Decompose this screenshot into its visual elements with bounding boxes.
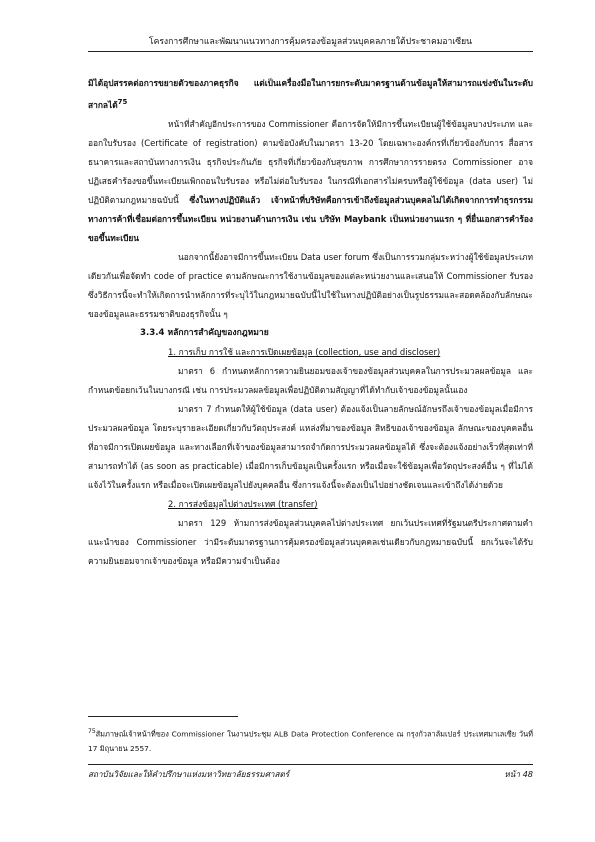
page-footer xyxy=(88,764,533,781)
footer-institution: สถาบันวิจัยและให้คำปรึกษาแห่งมหาวิทยาลัยธรรมศาสตร์ xyxy=(88,769,290,779)
paragraph-section-129: มาตรา 129 ห้ามการส่งข้อมูลส่วนบุคคลไปต่างประเทศ ยกเว้นประเทศที่รัฐมนตรีประกาศตามคำแนะนำของ Commissioner ว่ามีระดับมาตรฐานการคุ้มครองข้อมูลส่วนบุคคลเช่นเดียวกับกฎหมายฉบับนี้ ยกเว้นจะได้รับความยินยอมจากเจ้าของข้อมูล หรือมีความจำเป็นต้อง xyxy=(88,517,533,566)
footnote-ref: 75 xyxy=(117,98,128,106)
paragraph-commissioner-bold: ซึ่งในทางปฏิบัติแล้ว เจ้าหน้าที่บริษัทคือการเข้าถึงข้อมูลส่วนบุคคลไม่ได้เกิดจากการทำธุรกรรมทางการค้าที่เชื่อมต่อการขึ้นทะเบียน หน่วยงานด้านการเงิน เช่น บริษัท Maybank เป็นหน่วยงานแรก ๆ ที่ยื่นเอกสารคำร้องขอขึ้นทะเบียน xyxy=(88,194,533,243)
footnote-text: สัมภาษณ์เจ้าหน้าที่ของ Commissioner ในงานประชุม ALB Data Protection Conference ณ กรุงกัวลาลัมเปอร์ ประเทศมาเลเซีย วันที่ 17 มิถุนายน 2557. xyxy=(88,729,533,754)
paragraph-intro-text: มิได้อุปสรรคต่อการขยายตัวของภาคธุรกิจ แต่เป็นเครื่องมือในการยกระดับมาตรฐานด้านข้อมูลให้สามารถแข่งขันในระดับสากลได้ xyxy=(88,78,533,110)
footnote-rule xyxy=(88,716,238,717)
item-transfer-heading: 2. การส่งข้อมูลไปต่างประเทศ (transfer) xyxy=(168,498,318,509)
page-number: หน้า 48 xyxy=(504,769,533,779)
paragraph-commissioner xyxy=(88,115,533,248)
page-body xyxy=(88,74,533,571)
paragraph-section-6: มาตรา 6 กำหนดหลักการความยินยอมของเจ้าของข้อมูลส่วนบุคคลในการประมวลผลข้อมูล และกำหนดข้อยกเว้นในบางกรณี เช่น การประมวลผลข้อมูลเพื่อปฏิบัติตามสัญญาที่ได้ทำกับเจ้าของข้อมูลนั้นเอง xyxy=(88,365,533,395)
paragraph-commissioner-text: หน้าที่สำคัญอีกประการของ Commissioner คือการจัดให้มีการขึ้นทะเบียนผู้ใช้ข้อมูลบางประเภท และออกใบรับรอง (Certificate of registration) ตามข้อบังคับในมาตรา 13-20 โดยเฉพาะองค์กรที่เกี่ยวข้องกับการ สื่อสาร ธนาคารและสถาบันทางการเงิน ธุรกิจประกันภัย ธุรกิจที่เกี่ยวข้องกับสุขภาพ การศึกษาการรายตรง Commissioner อาจปฏิเสธคำร้องขอขึ้นทะเบียนเพิกถอนใบรับรอง หรือไม่ต่อใบรับรอง ในกรณีที่เอกสารไม่ครบหรือผู้ใช้ข้อมูล (data user) ไม่ปฏิบัติตามกฎหมายฉบับนี้ xyxy=(88,118,533,205)
footnote xyxy=(88,724,533,756)
footnote-number: 75 xyxy=(88,728,96,735)
paragraph-section-7: มาตรา 7 กำหนดให้ผู้ใช้ข้อมูล (data user) ต้องแจ้งเป็นลายลักษณ์อักษรถึงเจ้าของข้อมูลเมื่อมีการประมวลผลข้อมูล โดยระบุรายละเอียดเกี่ยวกับวัตถุประสงค์ แหล่งที่มาของข้อมูล สิทธิของเจ้าของข้อมูล ลักษณะของบุคคลอื่นที่อาจมีการเปิดเผยข้อมูล และทางเลือกที่เจ้าของข้อมูลสามารถจำกัดการประมวลผลข้อมูลได้ ซึ่งจะต้องแจ้งอย่างเร็วที่สุดเท่าที่สามารถทำได้ (as soon as practicable) เมื่อมีการเก็บข้อมูลเป็นครั้งแรก หรือเมื่อจะใช้ข้อมูลเพื่อวัตถุประสงค์อื่น ๆ ที่ไม่ได้แจ้งไว้ในครั้งแรก หรือเมื่อจะเปิดเผยข้อมูลไปยังบุคคลอื่น ซึ่งการแจ้งนี้จะต้องเป็นไปอย่างชัดเจนและเข้าถึงได้ง่ายด้วย xyxy=(88,403,533,490)
item-collection-heading: 1. การเก็บ การใช้ และการเปิดเผยข้อมูล (collection, use and discloser) xyxy=(168,346,441,357)
running-header: โครงการศึกษาและพัฒนาแนวทางการคุ้มครองข้อมูลส่วนบุคคลภายใต้ประชาคมอาเซียน xyxy=(88,34,533,52)
section-heading: 3.3.4 หลักการสำคัญของกฎหมาย xyxy=(140,327,269,338)
paragraph-data-user-forum: นอกจากนี้ยังอาจมีการขึ้นทะเบียน Data user forum ซึ่งเป็นการรวมกลุ่มระหว่างผู้ใช้ข้อมูลประเภทเดียวกันเพื่อจัดทำ code of practice ตามลักษณะการใช้งานข้อมูลของแต่ละหน่วยงานและเสนอให้ Commissioner รับรอง ซึ่งวิธีการนี้จะทำให้เกิดการนำหลักการที่ระบุไว้ในกฎหมายฉบับนี้ไปใช้ในทางปฏิบัติอย่างเป็นรูปธรรมและสอดคล้องกับลักษณะของข้อมูลและธรรมชาติของธุรกิจนั้น ๆ xyxy=(88,251,533,319)
paragraph-intro xyxy=(88,74,533,115)
